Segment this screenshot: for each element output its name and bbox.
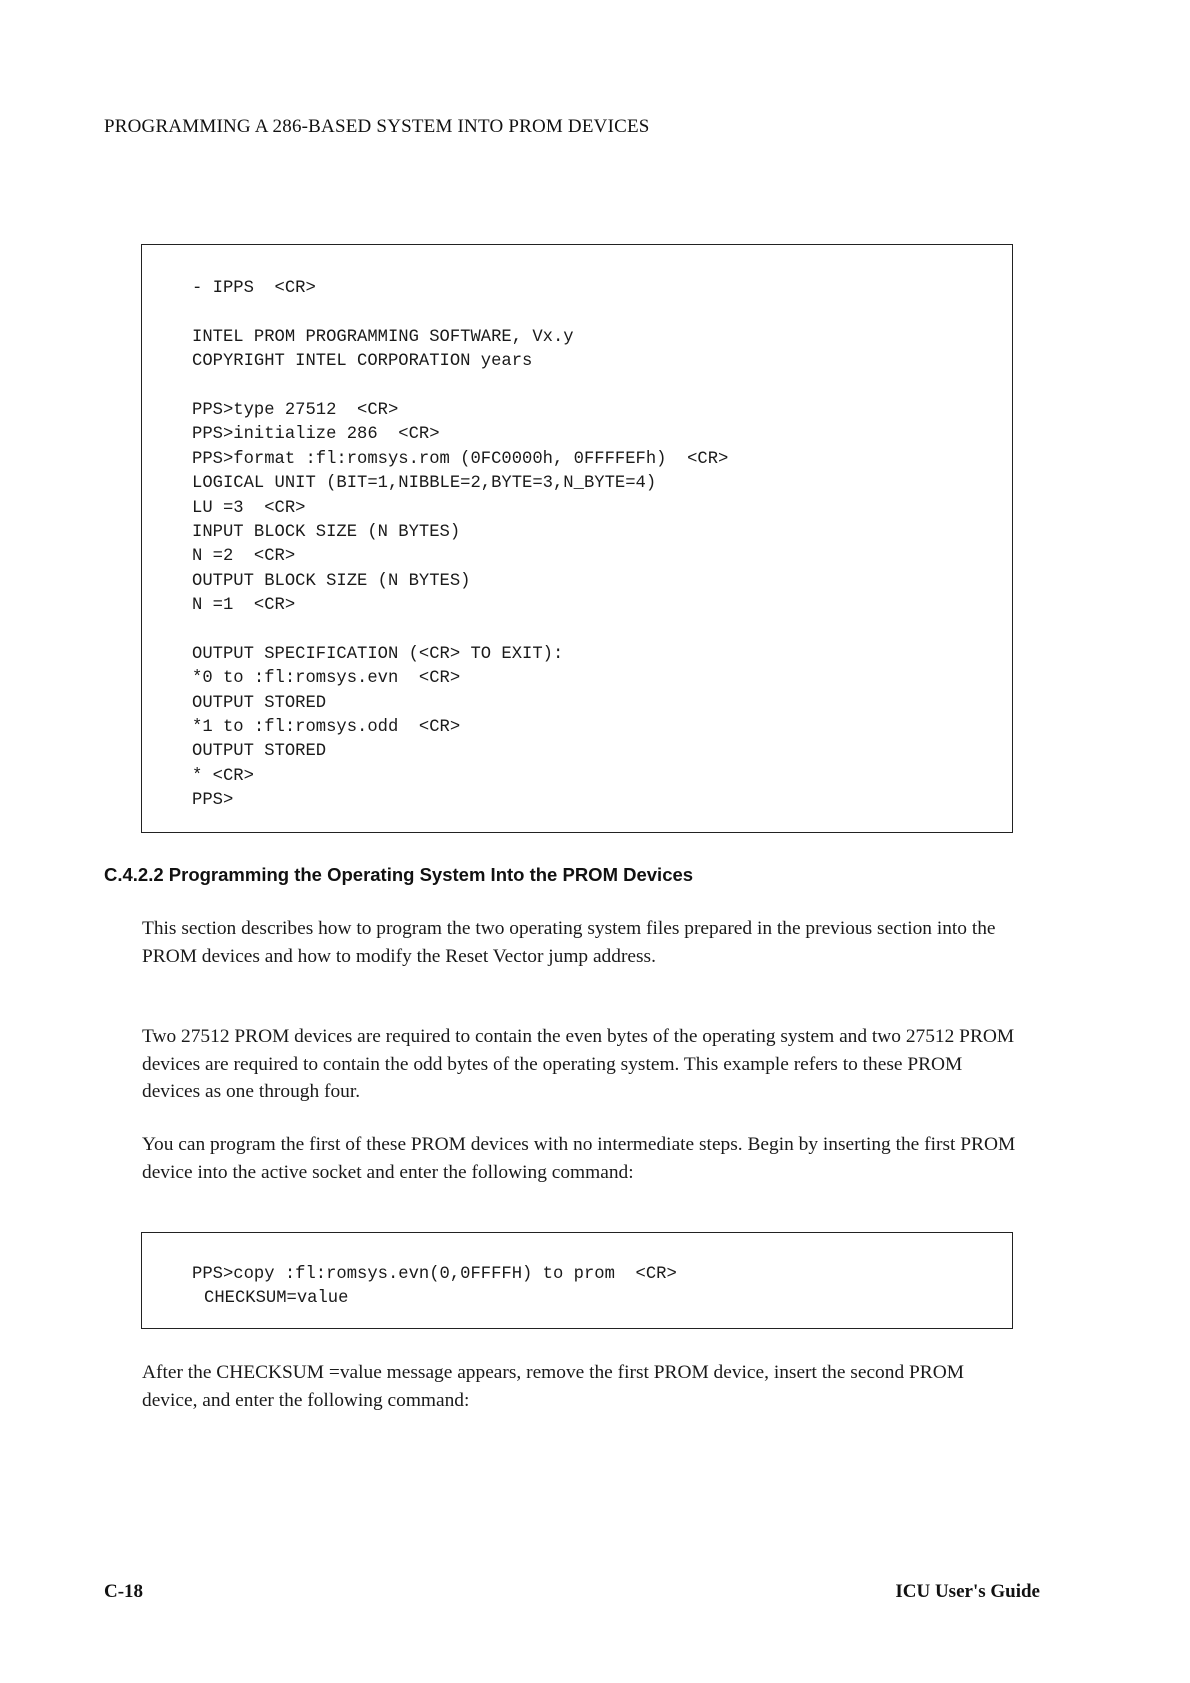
code-line: PPS>type 27512 <CR> [192,400,399,420]
code-line: - IPPS <CR> [192,279,316,298]
code-line: OUTPUT STORED [192,693,327,713]
code-line: *0 to :fl:romsys.evn <CR> [192,669,461,689]
running-header: PROGRAMMING A 286-BASED SYSTEM INTO PROM DEVICES [104,116,650,137]
section-heading: C.4.2.2 Programming the Operating System Into the PROM Devices [104,864,694,885]
code-line: OUTPUT BLOCK SIZE (N BYTES) [192,571,471,591]
code-line: OUTPUT STORED [192,742,327,762]
code-line: OUTPUT SPECIFICATION (<CR> TO EXIT): [192,644,564,664]
code-line: CHECKSUM=value [204,1289,349,1309]
body-paragraph: After the CHECKSUM =value message appears, remove the first PROM device, insert the second PROM device, and enter the following command: [142,1362,964,1411]
code-listing-copy-command [141,1232,1013,1329]
body-paragraph: You can program the first of these PROM devices with no intermediate steps. Begin by inserting the first PROM device into the active socket and enter the following command: [142,1134,1016,1183]
code-listing-ipps-session [141,244,1013,833]
code-line: PPS>format :fl:romsys.rom (0FC0000h, 0FFFFEFh) <CR> [192,449,729,469]
code-line: N =2 <CR> [192,547,296,567]
body-paragraph: This section describes how to program the two operating system files prepared in the previous section into the PROM devices and how to modify the Reset Vector jump address. [142,918,996,967]
guide-title: ICU User's Guide [895,1581,1040,1602]
code-line: N =1 <CR> [192,596,296,616]
code-line: LOGICAL UNIT (BIT=1,NIBBLE=2,BYTE=3,N_BYTE=4) [192,474,657,494]
code-line: * <CR> [192,766,254,786]
code-line: *1 to :fl:romsys.odd <CR> [192,718,461,738]
code-line: INTEL PROM PROGRAMMING SOFTWARE, Vx.y [192,327,574,347]
page-number: C-18 [104,1581,144,1602]
body-paragraph: Two 27512 PROM devices are required to contain the even bytes of the operating system and two 27512 PROM devices are required to contain the odd bytes of the operating system. This example refers to these PROM devices as one through four. [142,1026,1015,1102]
code-line: PPS> [192,791,234,811]
code-line: PPS>copy :fl:romsys.evn(0,0FFFFH) to prom <CR> [192,1265,677,1284]
code-line: LU =3 <CR> [192,498,306,518]
code-line: INPUT BLOCK SIZE (N BYTES) [192,522,461,542]
code-line: COPYRIGHT INTEL CORPORATION years [192,352,533,372]
code-line: PPS>initialize 286 <CR> [192,425,440,445]
